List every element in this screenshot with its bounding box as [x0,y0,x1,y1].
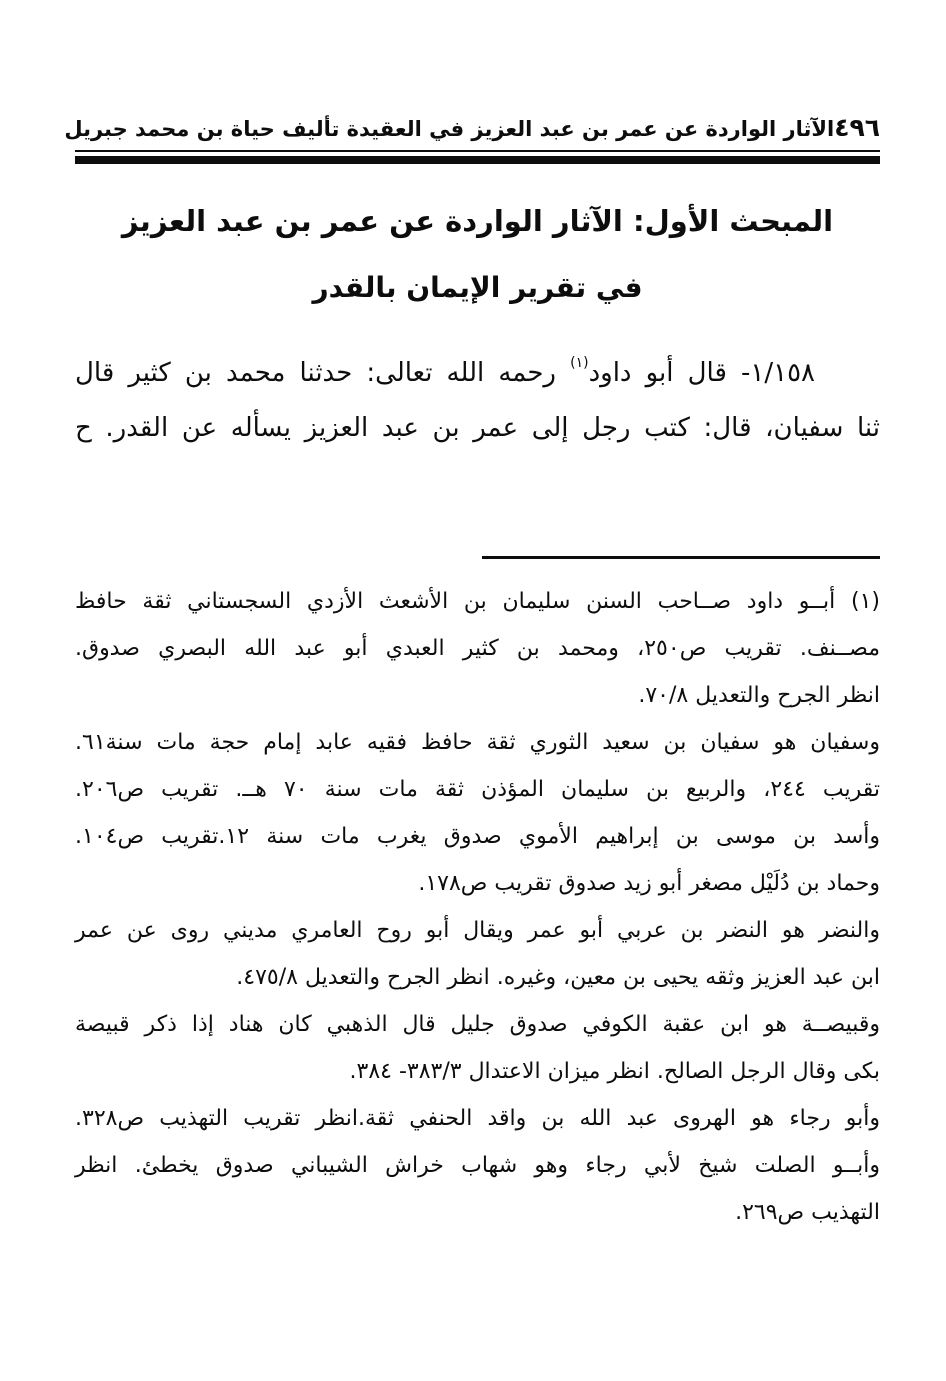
footnote-line: والنضر هو النضر بن عربي أبو عمر ويقال أبو روح العامري مديني روى عن عمر [75,918,880,943]
footnote-line: وحماد بن دُلَيْل مصغر أبو زيد صدوق تقريب ص١٧٨. [418,871,880,896]
footnote-reference-marker: (١) [570,355,589,371]
page-number: ٤٩٦ [834,113,880,142]
footnote-line: التهذيب ص٢٦٩. [735,1200,880,1225]
footnote-separator-rule [482,556,880,559]
footnote-line: وسفيان هو سفيان بن سعيد الثوري ثقة حافظ فقيه عابد إمام حجة مات سنة٦١. [75,730,880,755]
footnote-line: وأبــو الصلت شيخ لأبي رجاء وهو شهاب خراش الشيباني صدوق يخطئ. انظر [75,1153,880,1178]
body-line-1-text: ١/١٥٨- قال أبو داود [588,358,815,388]
footnote-line: (١) أبــو داود صــاحب السنن سليمان بن الأشعث الأزدي السجستاني ثقة حافظ [75,589,880,614]
footnote-line: مصــنف. تقريب ص٢٥٠، ومحمد بن كثير العبدي أبو عبد الله البصري صدوق. [75,636,881,661]
body-line-2: ثنا سفيان، قال: كتب رجل إلى عمر بن عبد العزيز يسأله عن القدر. ح [75,413,880,443]
running-header-title: الآثار الواردة عن عمر بن عبد العزيز في العقيدة تأليف حياة بن محمد جبريل [64,117,835,141]
footnote-line: بكى وقال الرجل الصالح. انظر ميزان الاعتدال ٣٨٣/٣- ٣٨٤. [349,1059,880,1084]
footnote-line: وقبيصــة هو ابن عقبة الكوفي صدوق جليل قال الذهبي كان هناد إذا ذكر قبيصة [75,1012,880,1037]
footnote-line: انظر الجرح والتعديل ٧٠/٨. [638,683,880,708]
header-rule-thin [75,150,880,152]
footnote-block [75,578,880,1236]
footnote-line: ابن عبد العزيز وثقه يحيى بن معين، وغيره. انظر الجرح والتعديل ٤٧٥/٨. [236,965,880,990]
header-rule-thick [75,156,880,164]
body-line-1-continuation: رحمه الله تعالى: حدثنا محمد بن كثير قال [75,358,571,388]
footnote-line: تقريب ٢٤٤، والربيع بن سليمان المؤذن ثقة مات سنة ٧٠ هــ. تقريب ص٢٠٦. [75,777,880,802]
footnote-line: وأسد بن موسى بن إبراهيم الأموي صدوق يغرب مات سنة ١٢.تقريب ص١٠٤. [75,824,880,849]
body-paragraph [75,336,880,456]
section-heading-line1: المبحث الأول: الآثار الواردة عن عمر بن عبد العزيز [121,204,834,238]
section-heading-line2: في تقرير الإيمان بالقدر [312,271,643,304]
body-line-1 [75,336,880,401]
footnote-line: وأبو رجاء هو الهروى عبد الله بن واقد الحنفي ثقة.انظر تقريب التهذيب ص٣٢٨. [75,1106,880,1131]
running-header [64,112,880,145]
